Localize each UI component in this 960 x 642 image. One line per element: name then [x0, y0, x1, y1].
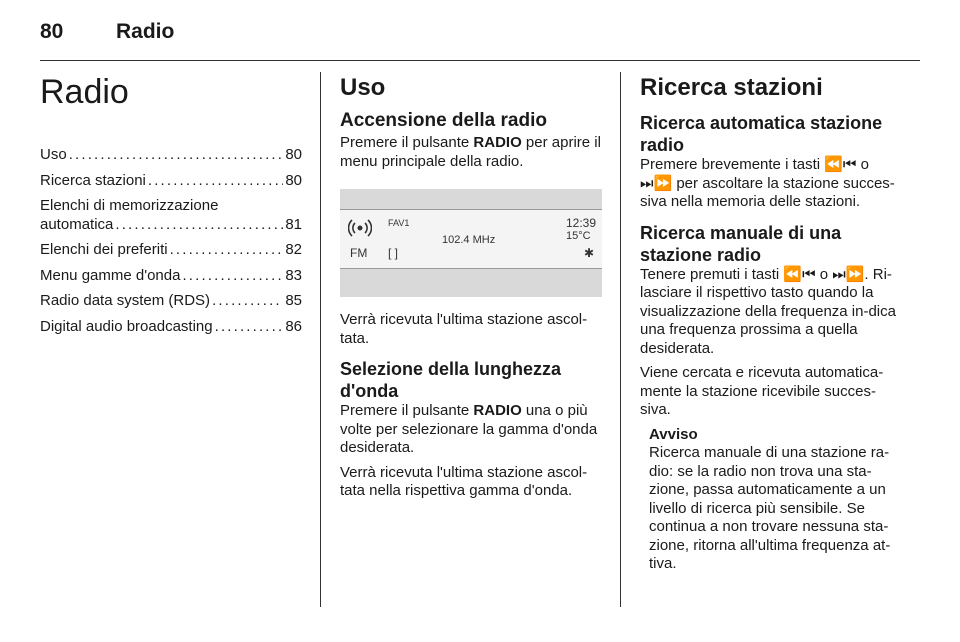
toc-item-page: 81	[285, 215, 302, 233]
toc-item-title: Elenchi dei preferiti	[40, 241, 168, 258]
subsection-title: Ricerca automatica stazione radio	[640, 113, 883, 155]
paragraph: Tenere premuti i tasti ⏪⏮ o ⏭⏩. Ri-lasciare il rispettivo tasto quando la visualizzazione della frequenza in-dica una frequenza prossima a quella desiderata.	[640, 265, 896, 357]
toc-item[interactable]	[40, 267, 302, 286]
paragraph: Premere brevemente i tasti ⏪⏮ o ⏭⏩ per ascoltare la stazione succes-siva nella memoria delle stazioni.	[640, 156, 895, 210]
toc-leader	[170, 241, 284, 260]
toc-leader	[115, 216, 283, 235]
lcd-screen	[340, 209, 602, 269]
toc-leader	[212, 292, 283, 311]
toc-item-title: automatica	[40, 215, 114, 233]
toc-item-title: Radio data system (RDS)	[40, 292, 211, 309]
toc-leader	[69, 146, 284, 165]
subsection-title: Accensione della radio	[340, 110, 547, 131]
table-of-contents	[40, 146, 302, 336]
subsection-title: Selezione della lunghezza d'onda	[340, 359, 562, 401]
column-divider-1	[320, 72, 321, 607]
uso-column	[340, 72, 602, 507]
frequency-label: 102.4 MHz	[442, 234, 496, 246]
temperature-label: 15°C	[566, 230, 591, 242]
toc-column	[40, 72, 302, 343]
notice-box	[649, 426, 902, 574]
clock-label: 12:39	[566, 216, 597, 230]
section-title-uso: Uso	[340, 74, 386, 101]
toc-item-page: 83	[285, 266, 302, 284]
toc-item-title: Digital audio broadcasting	[40, 317, 213, 335]
page-header	[40, 20, 920, 60]
toc-item-page: 85	[285, 292, 302, 309]
toc-item-title: Ricerca stazioni	[40, 171, 146, 189]
toc-leader	[215, 318, 284, 337]
toc-item-page: 82	[285, 241, 302, 258]
toc-item[interactable]	[40, 197, 302, 234]
toc-item[interactable]	[40, 292, 302, 311]
section-title-ricerca: Ricerca stazioni	[640, 74, 823, 101]
toc-item[interactable]	[40, 146, 302, 165]
bluetooth-icon: ✱	[584, 246, 595, 260]
paragraph: Premere il pulsante RADIO per aprire il menu principale della radio.	[340, 134, 601, 170]
column-divider-2	[620, 72, 621, 607]
subsection-title: Ricerca manuale di una stazione radio	[640, 222, 842, 265]
page-number: 80	[40, 20, 64, 43]
paragraph: Premere il pulsante RADIO una o più volte per selezionare la gamma d'onda desiderata.	[340, 402, 598, 456]
header-rule	[40, 60, 920, 61]
toc-item[interactable]	[40, 172, 302, 191]
notice-title: Avviso	[649, 425, 698, 443]
radio-button-label: RADIO	[473, 134, 522, 151]
toc-item-title-line1: Elenchi di memorizzazione	[40, 197, 219, 214]
toc-item-page: 80	[285, 171, 302, 189]
toc-item-title: Uso	[40, 146, 67, 163]
notice-text: Ricerca manuale di una stazione ra-dio: se la radio non trova una sta-zione, passa automaticamente a un livello di ricerca più sensibile. Se continua a non trovare nessuna sta-zione, ritorna all'ultima frequenza at-tiva.	[649, 444, 891, 572]
toc-item-title: Menu gamme d'onda	[40, 266, 181, 284]
toc-item[interactable]	[40, 318, 302, 337]
radio-button-label: RADIO	[473, 402, 522, 419]
paragraph: Verrà ricevuta l'ultima stazione ascol-tata.	[340, 311, 588, 347]
toc-item-page: 86	[285, 317, 302, 335]
paragraph: Viene cercata e ricevuta automatica-mente la stazione ricevibile succes-siva.	[640, 364, 884, 418]
toc-leader	[182, 267, 283, 286]
preset-label: FAV1	[388, 218, 410, 228]
ricerca-column	[640, 72, 902, 580]
chapter-title: Radio	[40, 73, 129, 111]
radio-display-image	[340, 189, 602, 297]
section-name: Radio	[116, 20, 175, 43]
toc-item[interactable]	[40, 241, 302, 260]
antenna-icon	[348, 216, 372, 240]
paragraph: Verrà ricevuta l'ultima stazione ascol-tata nella rispettiva gamma d'onda.	[340, 463, 588, 499]
band-label: FM	[350, 246, 368, 260]
toc-item-page: 80	[285, 146, 302, 163]
rds-brackets: [ ]	[388, 246, 399, 260]
toc-leader	[148, 172, 283, 191]
